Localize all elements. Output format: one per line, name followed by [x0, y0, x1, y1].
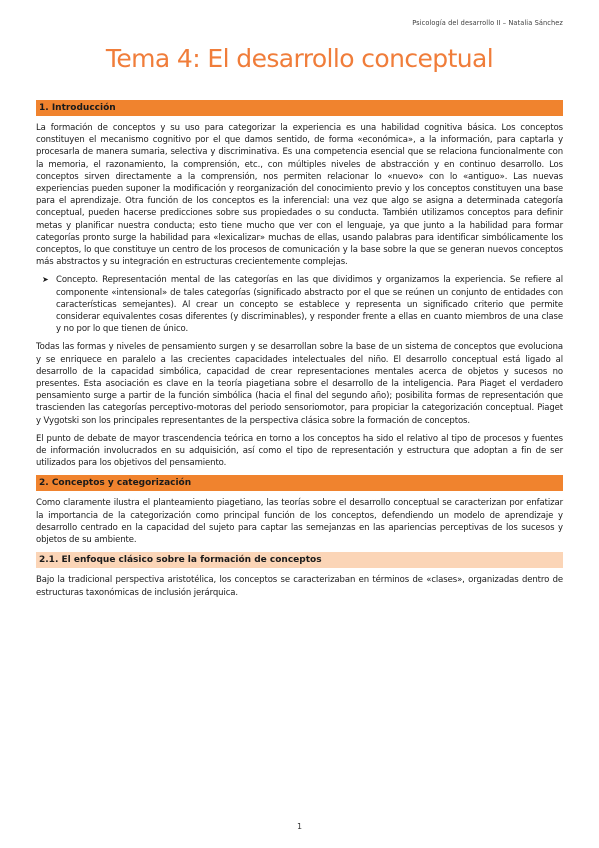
page-number: 1: [296, 822, 303, 831]
paragraph: Como claramente ilustra el planteamiento piagetiano, las teorías sobre el desarrollo conceptual se caracterizan por enfatizar la importancia de la categorización como principal función de los conceptos, defendiendo un modelo de aprendizaje y desarrollo centrado en la capacidad del sujeto para captar las semejanzas en las apariencias perceptivas de los sucesos y objetos de su ambiente.: [36, 498, 563, 546]
paragraph: Bajo la tradicional perspectiva aristotélica, los conceptos se caracterizaban en términos de «clases», organizadas dentro de estructuras taxonómicas de inclusión jerárquica.: [36, 575, 563, 598]
arrow-bullet-icon: ➤: [42, 275, 49, 285]
bullet-item-concepto: [42, 274, 563, 335]
page-title: Tema 4: El desarrollo conceptual: [105, 44, 494, 73]
section-heading-introduction: 1. Introducción: [36, 100, 563, 116]
section-heading-concepts: 2. Conceptos y categorización: [36, 475, 563, 491]
paragraph: La formación de conceptos y su uso para categorizar la experiencia es una habilidad cognitiva básica. Los conceptos constituyen el mecanismo cognitivo por el que damos sentido, de forma «económica», a la información, para captarla y procesarla de manera sumaria, selectiva y discriminativa. Es una competencia esencial que se relaciona funcionalmente con la memoria, el razonamiento, la comprensión, etc., con múltiples niveles de abstracción y en continuo desarrollo. Los conceptos sirven directamente a la comprensión, nos permiten relacionar lo «nuevo» con lo «antiguo». Las nuevas experiencias pueden suponer la modificación y reorganización del conocimiento previo y los conceptos constituyen una base para el aprendizaje. Otra función de los conceptos es la inferencial: una vez que algo se asigna a determinada categoría conceptual, pueden hacerse predicciones sobre sus propiedades o su conducta. También utilizamos conceptos para definir metas y planificar nuestra conducta; esto tiene mucho que ver con el lenguaje, ya que junto a la habilidad para formar categorías pronto surge la habilidad para «lexicalizar» muchas de ellas, usando palabras para identificar simbólicamente los conceptos, lo que constituye un centro de los procesos de comunicación y la base sobre la que se generan nuevos conceptos más abstractos y su integración en estructuras crecientemente complejas.: [36, 123, 563, 268]
bullet-text: Concepto. Representación mental de las categorías en las que dividimos y organizamos la experiencia. Se refiere al componente «intensional» de tales categorías (significado abstracto por el que se reúnen un conjunto de entidades con características semejantes). Al crear un concepto se establece y representa un significado criterio que permite considerar equivalentes cosas diferentes (y discriminables), y responder frente a ellas en cuanto miembros de una clase y no por lo que tienen de único.: [56, 275, 563, 335]
document-body: [36, 100, 563, 605]
paragraph: Todas las formas y niveles de pensamiento surgen y se desarrollan sobre la base de un sistema de conceptos que evoluciona y se enriquece en paralelo a las crecientes capacidades intelectuales del niño. El desarrollo conceptual está ligado al desarrollo de la capacidad simbólica, capacidad de crear representaciones mentales acerca de objetos y sucesos no presentes. Esta asociación es clave en la teoría piagetiana sobre el desarrollo de la inteligencia. Para Piaget el verdadero pensamiento surge a partir de la función simbólica (hacia el final del segundo año); posibilita formas de representación que trascienden las categorías perceptivo-motoras del periodo sensoriomotor, para propiciar la categorización conceptual. Piaget y Vygotski son los principales representantes de la perspectiva clásica sobre la formación de conceptos.: [36, 342, 563, 426]
subsection-heading-classic-approach: 2.1. El enfoque clásico sobre la formación de conceptos: [36, 552, 563, 568]
paragraph: El punto de debate de mayor trascendencia teórica en torno a los conceptos ha sido el relativo al tipo de procesos y fuentes de información involucrados en su adquisición, así como el tipo de representación y estructura que adoptan a fin de ser utilizados para los objetivos del pensamiento.: [36, 433, 563, 469]
running-header: Psicología del desarrollo II – Natalia Sánchez: [412, 19, 563, 27]
